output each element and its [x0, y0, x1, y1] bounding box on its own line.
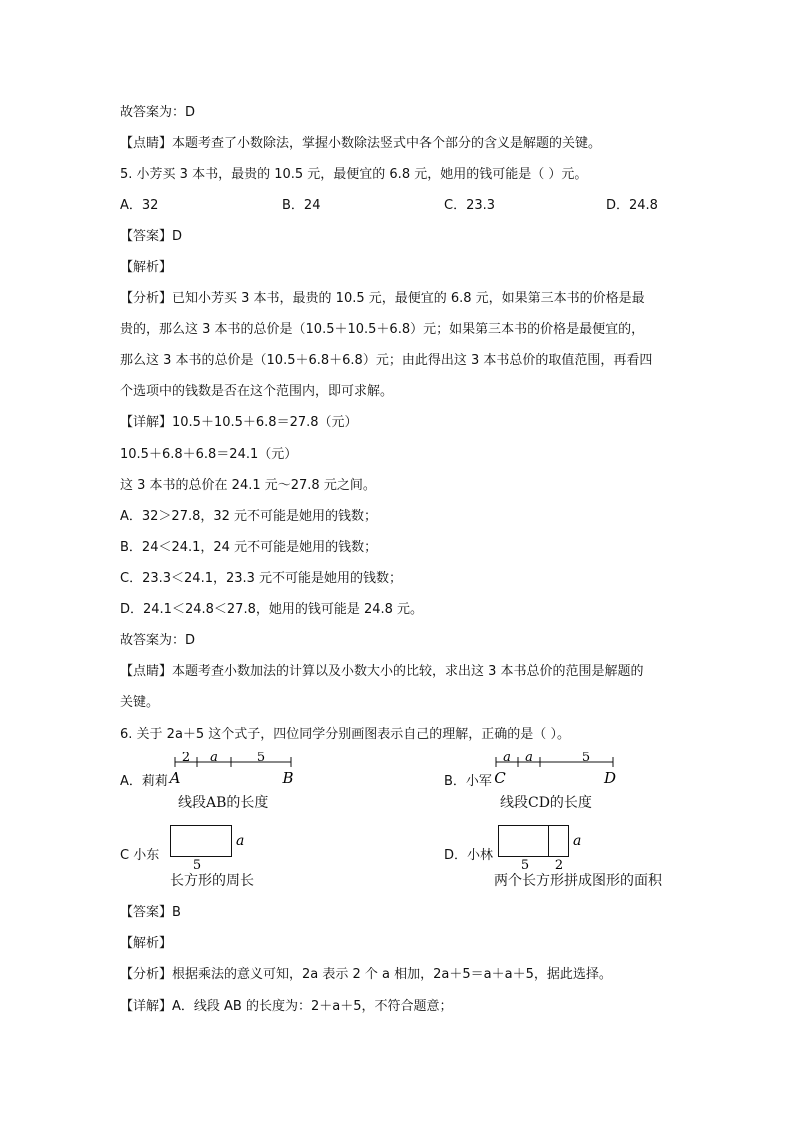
q5-option-a: A．32: [120, 198, 159, 213]
q6-option-b-caption: 线段CD的长度: [500, 795, 592, 811]
segment-cd-figure: [486, 752, 626, 792]
text-line: 这 3 本书的总价在 24.1 元～27.8 元之间。: [120, 478, 376, 493]
side-label: a: [236, 833, 245, 849]
analysis-label: 【解析】: [120, 936, 173, 951]
text-line: 故答案为：D: [120, 105, 196, 120]
segment-ab-figure: [165, 752, 305, 792]
text-line: B．24＜24.1，24 元不可能是她用的钱数；: [120, 540, 378, 555]
side-label: a: [573, 833, 582, 849]
text-line: 【点睛】本题考查小数加法的计算以及小数大小的比较，求出这 3 本书总价的范围是解题的: [120, 664, 644, 679]
segment-label: 5: [581, 752, 591, 765]
text-line: 个选项中的钱数是否在这个范围内，即可求解。: [120, 384, 394, 399]
text-line: C．23.3＜24.1，23.3 元不可能是她用的钱数；: [120, 571, 403, 586]
q6-option-d-caption: 两个长方形拼成图形的面积: [494, 873, 662, 889]
text-line: 10.5＋6.8＋6.8＝24.1（元）: [120, 447, 298, 462]
segment-label: a: [525, 752, 533, 765]
question-6: 6. 关于 2a＋5 这个式子，四位同学分别画图表示自己的理解，正确的是（ ）。: [120, 727, 570, 742]
segment-label: a: [210, 752, 218, 765]
question-5: 5. 小芳买 3 本书，最贵的 10.5 元，最便宜的 6.8 元，她用的钱可能是（ ）元。: [120, 167, 588, 182]
text-line: 关键。: [120, 695, 160, 710]
q6-option-d-label: D．小林: [444, 848, 494, 863]
q6-option-c-label: C 小东: [120, 848, 160, 863]
composite-rectangle-figure: [493, 820, 593, 875]
text-line: 【详解】10.5＋10.5＋6.8＝27.8（元）: [120, 415, 358, 430]
q5-option-b: B．24: [282, 198, 321, 213]
text-line: 【点睛】本题考查了小数除法，掌握小数除法竖式中各个部分的含义是解题的关键。: [120, 136, 602, 151]
q6-option-c-caption: 长方形的周长: [170, 873, 254, 889]
text-line: 故答案为：D: [120, 633, 196, 648]
text-line: 贵的，那么这 3 本书的总价是（10.5＋10.5＋6.8）元；如果第三本书的价格是最便宜的，: [120, 322, 645, 337]
text-line: 那么这 3 本书的总价是（10.5＋6.8＋6.8）元；由此得出这 3 本书总价的取值范围，再看四: [120, 353, 653, 368]
text-line: 【分析】已知小芳买 3 本书，最贵的 10.5 元，最便宜的 6.8 元，如果第三本书的价格是最: [120, 291, 645, 306]
point-label: B: [282, 769, 294, 787]
q6-option-a-caption: 线段AB的长度: [178, 795, 269, 811]
rectangle-perimeter-figure: [165, 820, 255, 875]
q6-option-a-label: A．莉莉: [120, 774, 168, 789]
answer-label: 【答案】B: [120, 905, 181, 920]
text-line: D．24.1＜24.8＜27.8，她用的钱可能是 24.8 元。: [120, 602, 424, 617]
point-label: C: [494, 769, 506, 787]
text-line: 【详解】A．线段 AB 的长度为：2＋a＋5，不符合题意；: [120, 999, 453, 1014]
bottom-label: 5: [192, 858, 202, 873]
text-line: A．32＞27.8，32 元不可能是她用的钱数；: [120, 509, 378, 524]
q5-option-d: D．24.8: [606, 198, 658, 213]
segment-label: a: [503, 752, 511, 765]
segment-label: 5: [256, 752, 266, 765]
text-line: 【分析】根据乘法的意义可知，2a 表示 2 个 a 相加，2a＋5＝a＋a＋5，据此选择。: [120, 967, 612, 982]
answer-label: 【答案】D: [120, 229, 183, 244]
point-label: D: [603, 769, 617, 787]
q5-option-c: C．23.3: [444, 198, 496, 213]
segment-label: 2: [181, 752, 191, 765]
analysis-label: 【解析】: [120, 260, 173, 275]
point-label: A: [169, 769, 181, 787]
bottom-label: 5: [520, 858, 530, 873]
bottom-label: 2: [554, 858, 564, 873]
q6-option-b-label: B．小军: [444, 774, 492, 789]
